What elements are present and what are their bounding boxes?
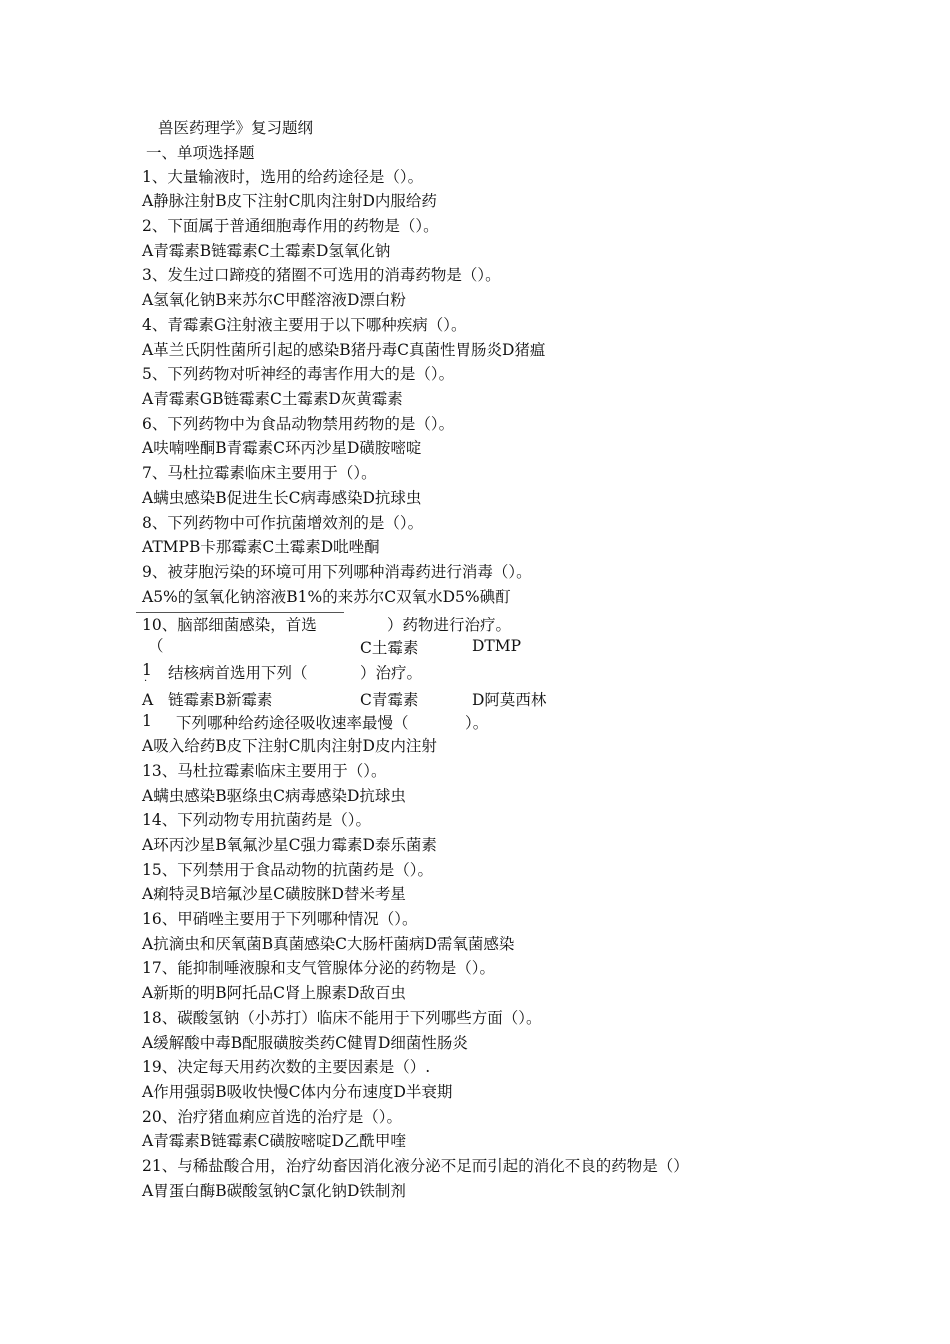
question-line: 4、青霉素G注射液主要用于以下哪种疾病（）。 <box>142 316 467 334</box>
question-line: 5、下列药物对听神经的毒害作用大的是（）。 <box>142 365 455 383</box>
options-line: A痢特灵B培氟沙星C磺胺脒D替米考星 <box>142 885 406 903</box>
question-line: 3、发生过口蹄疫的猪圈不可选用的消毒药物是（）。 <box>142 266 501 284</box>
section-heading: 一、单项选择题 <box>146 144 255 162</box>
options-line: A胃蛋白酶B碳酸氢钠C氯化钠D铁制剂 <box>142 1182 406 1200</box>
question-line: 15、下列禁用于食品动物的抗菌药是（）。 <box>142 861 433 879</box>
question-line: 13、马杜拉霉素临床主要用于（）。 <box>142 762 387 780</box>
question-line: 2、下面属于普通细胞毒作用的药物是（）。 <box>142 217 439 235</box>
options-line: A青霉素GB链霉素C土霉素D灰黄霉素 <box>142 390 403 408</box>
question-line: 17、能抑制唾液腺和支气管腺体分泌的药物是（）。 <box>142 959 495 977</box>
question-line: 9、被芽胞污染的环境可用下列哪种消毒药进行消毒（）。 <box>142 563 532 581</box>
options-line: A青霉素B链霉素C磺胺嘧啶D乙酰甲喹 <box>142 1132 406 1150</box>
question-line: 18、碳酸氢钠（小苏打）临床不能用于下列哪些方面（）。 <box>142 1009 542 1027</box>
underline-rule <box>136 612 344 613</box>
question-11-options-ab: 链霉素B新霉素 <box>168 691 273 709</box>
options-line: A作用强弱B吸收快慢C体内分布速度D半衰期 <box>142 1083 453 1101</box>
options-line: A青霉素B链霉素C土霉素D氢氧化钠 <box>142 242 391 260</box>
options-line: A螨虫感染B促进生长C病毒感染D抗球虫 <box>142 489 422 507</box>
question-line: 16、甲硝唑主要用于下列哪种情况（）。 <box>142 910 418 928</box>
question-11-tail: ）治疗。 <box>360 664 423 682</box>
question-10: 10、脑部细菌感染，首选 <box>142 616 317 634</box>
question-number-fragment: 1 <box>142 661 152 679</box>
options-line: A抗滴虫和厌氧菌B真菌感染C大肠杆菌病D需氧菌感染 <box>142 935 515 953</box>
options-line: A呋喃唑酮B青霉素C环丙沙星D磺胺嘧啶 <box>142 439 422 457</box>
options-line: A5%的氢氧化钠溶液B1%的来苏尔C双氧水D5%碘酊 <box>142 588 511 606</box>
options-line: A吸入给药B皮下注射C肌肉注射D皮内注射 <box>142 737 437 755</box>
options-line: ATMPB卡那霉素C土霉素D吡唑酮 <box>142 538 380 556</box>
option-c-tumeisu: C土霉素 <box>360 639 419 657</box>
question-line: 6、下列药物中为食品动物禁用药物的是（）。 <box>142 415 455 433</box>
question-12: 下列哪种给药途径吸收速率最慢（ <box>176 714 409 732</box>
question-11-option-d: D阿莫西林 <box>472 691 547 709</box>
document-title: 兽医药理学》复习题纲 <box>158 119 314 137</box>
question-line: 14、下列动物专用抗菌药是（）。 <box>142 811 371 829</box>
question-number-fragment: 1 <box>142 712 152 730</box>
question-line: 7、马杜拉霉素临床主要用于（）。 <box>142 464 377 482</box>
options-line: A新斯的明B阿托品C肾上腺素D敌百虫 <box>142 984 406 1002</box>
question-line: 20、治疗猪血痢应首选的治疗是（）。 <box>142 1108 402 1126</box>
options-line: A革兰氏阴性菌所引起的感染B猪丹毒C真菌性胃肠炎D猪瘟 <box>142 341 546 359</box>
options-line: A缓解酸中毒B配服磺胺类药C健胃D细菌性肠炎 <box>142 1034 468 1052</box>
options-line: A环丙沙星B氧氟沙星C强力霉素D泰乐菌素 <box>142 836 437 854</box>
options-line: A螨虫感染B驱绦虫C病毒感染D抗球虫 <box>142 787 406 805</box>
question-11-option-c: C青霉素 <box>360 691 419 709</box>
options-line: A氢氧化钠B来苏尔C甲醛溶液D漂白粉 <box>142 291 406 309</box>
dot-fragment: · <box>144 676 148 687</box>
question-line: 1、大量输液时，选用的给药途径是（）。 <box>142 168 424 186</box>
question-11: 结核病首选用下列（ <box>168 664 308 682</box>
question-12-tail: ）。 <box>465 714 489 732</box>
options-line: A静脉注射B皮下注射C肌肉注射D内服给药 <box>142 192 437 210</box>
question-line: 19、决定每天用药次数的主要因素是（）. <box>142 1058 431 1076</box>
option-d-dtmp: DTMP <box>472 637 522 655</box>
question-line: 21、与稀盐酸合用，治疗幼畜因消化液分泌不足而引起的消化不良的药物是（） <box>142 1157 689 1175</box>
option-a-label: A <box>142 691 154 709</box>
paren-fragment: （ <box>148 637 164 655</box>
question-line: 8、下列药物中可作抗菌增效剂的是（）。 <box>142 514 424 532</box>
question-10-tail: ）药物进行治疗。 <box>387 616 512 634</box>
